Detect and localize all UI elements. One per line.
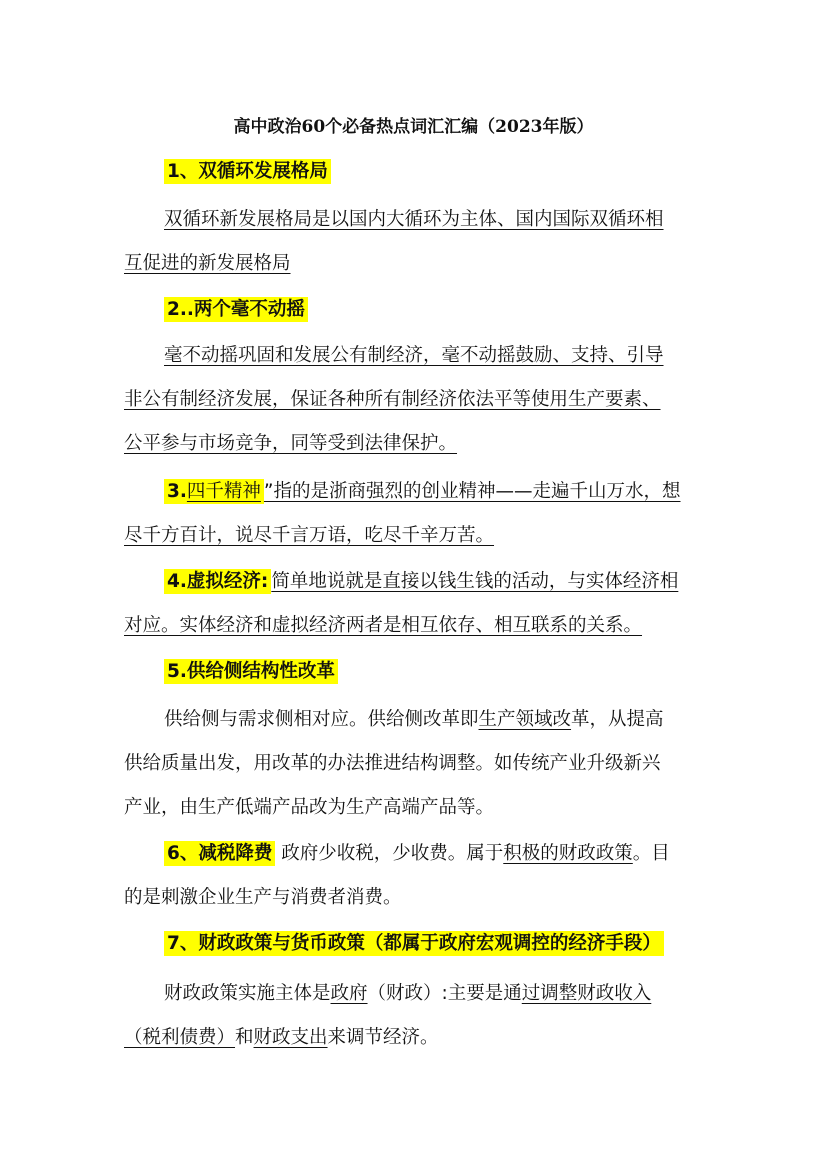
paragraph-line: 公平参与市场竞争，同等受到法律保护。 (124, 433, 458, 454)
heading-text: 4.虚拟经济: (164, 569, 271, 594)
paragraph-text: 。目 (632, 843, 670, 864)
paragraph-line: 非公有制经济发展，保证各种所有制经济依法平等使用生产要素、 (124, 389, 661, 410)
heading-text: 1、双循环发展格局 (164, 159, 331, 184)
paragraph-line: 尽千方百计，说尽千言万语，吃尽千辛万苦。 (124, 525, 495, 546)
underlined-term: 生产领域改 (478, 709, 572, 730)
section-6-line-1 (164, 842, 704, 866)
paragraph-line: 供给质量出发，用改革的办法推进结构调整。如传统产业升级新兴 (124, 753, 661, 774)
section-heading-1 (164, 160, 704, 184)
section-heading-2 (164, 298, 704, 322)
section-heading-5 (164, 660, 704, 684)
underlined-term: 政府 (330, 983, 368, 1004)
underlined-term: 积极的财政政策 (503, 843, 633, 864)
underlined-term: （税利债费） (124, 1027, 236, 1048)
section-7-line-2 (124, 1026, 704, 1050)
heading-prefix: 3. (167, 481, 187, 502)
paragraph-text: 和 (235, 1027, 254, 1048)
document-title: 高中政治60个必备热点词汇汇编（2023年版） (233, 117, 594, 137)
heading-term: 四千精神 (186, 481, 261, 502)
paragraph-text: 来调节经济。 (327, 1027, 439, 1048)
section-5-line-1 (164, 708, 704, 732)
paragraph-text: 简单地说就是直接以钱生钱的活动，与实体经济相 (271, 571, 679, 592)
underlined-term: 过调整财政收入 (521, 983, 652, 1004)
heading-text: 2..两个毫不动摇 (164, 297, 308, 322)
heading-text: 6、减税降费 (164, 841, 275, 866)
paragraph-text: ”指的是浙商强烈的创业精神——走遍千山万水，想 (263, 481, 681, 502)
paragraph-text: （财政）:主要是通 (367, 983, 522, 1004)
paragraph-line: 对应。实体经济和虚拟经济两者是相互依存、相互联系的关系。 (124, 615, 643, 636)
underlined-term: 财政支出 (253, 1027, 328, 1048)
paragraph-line: 的是刺激企业生产与消费者消费。 (124, 887, 402, 908)
paragraph-line: 产业，由生产低端产品改为生产高端产品等。 (124, 797, 495, 818)
section-heading-7 (164, 932, 724, 956)
section-7-line-1 (164, 982, 704, 1006)
section-4-line-1 (164, 570, 704, 594)
heading-text: 5.供给侧结构性改革 (164, 659, 338, 684)
paragraph-text: 政府少收税，少收费。属于 (275, 843, 504, 864)
paragraph-line: 毫不动摇巩固和发展公有制经济，毫不动摇鼓励、支持、引导 (164, 345, 664, 366)
paragraph-text: 革，从提高 (571, 709, 664, 730)
paragraph-text: 供给侧与需求侧相对应。供给侧改革即 (164, 709, 479, 730)
paragraph-text: 财政政策实施主体是 (164, 983, 331, 1004)
heading-text: 7、财政政策与货币政策（都属于政府宏观调控的经济手段） (164, 931, 664, 956)
paragraph-line: 互促进的新发展格局 (124, 253, 291, 274)
heading-highlight (164, 479, 264, 504)
section-3-line-1 (164, 480, 704, 504)
paragraph-line: 双循环新发展格局是以国内大循环为主体、国内国际双循环相 (164, 209, 664, 230)
